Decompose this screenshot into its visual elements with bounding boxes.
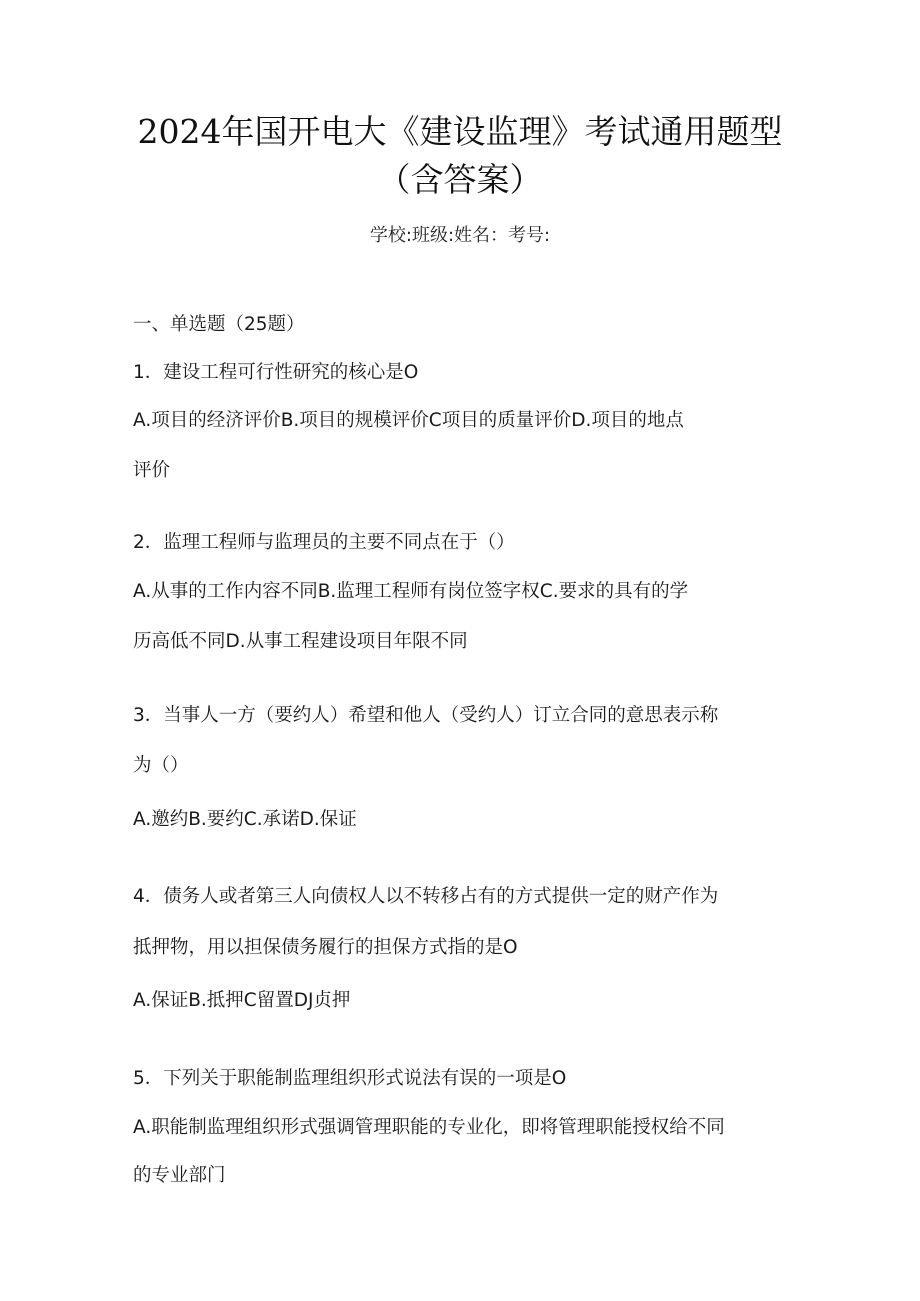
question-2-stem: 2．监理工程师与监理员的主要不同点在于（） (133, 532, 515, 553)
question-5-options: A.职能制监理组织形式强调管理职能的专业化，即将管理职能授权给不同 (133, 1117, 725, 1138)
section-heading: 一、单选题（25题） (133, 314, 305, 335)
question-1-options: A.项目的经济评价B.项目的规模评价C项目的质量评价D.项目的地点 (133, 410, 684, 431)
question-2-options-cont: 历高低不同D.从事工程建设项目年限不同 (133, 631, 468, 652)
student-info-line: 学校:班级:姓名：考号: (369, 225, 551, 246)
question-4-stem-cont: 抵押物，用以担保债务履行的担保方式指的是O (133, 937, 518, 958)
question-2-options: A.从事的工作内容不同B.监理工程师有岗位签字权C.要求的具有的学 (133, 581, 689, 602)
question-3-stem-cont: 为（） (133, 755, 189, 776)
question-5-stem: 5．下列关于职能制监理组织形式说法有误的一项是O (133, 1068, 567, 1089)
question-3-stem: 3．当事人一方（要约人）希望和他人（受约人）订立合同的意思表示称 (133, 705, 719, 726)
question-1-stem: 1．建设工程可行性研究的核心是O (133, 362, 419, 383)
question-1-options-cont: 评价 (133, 460, 171, 481)
document-title: 2024年国开电大《建设监理》考试通用题型 (137, 112, 783, 151)
question-5-options-cont: 的专业部门 (133, 1165, 226, 1186)
question-4-stem: 4．债务人或者第三人向债权人以不转移占有的方式提供一定的财产作为 (133, 886, 719, 907)
document-title-suffix: （含答案） (377, 160, 543, 199)
question-4-options: A.保证B.抵押C留置DJ贞押 (133, 990, 351, 1011)
question-3-options: A.邀约B.要约C.承诺D.保证 (133, 809, 357, 830)
